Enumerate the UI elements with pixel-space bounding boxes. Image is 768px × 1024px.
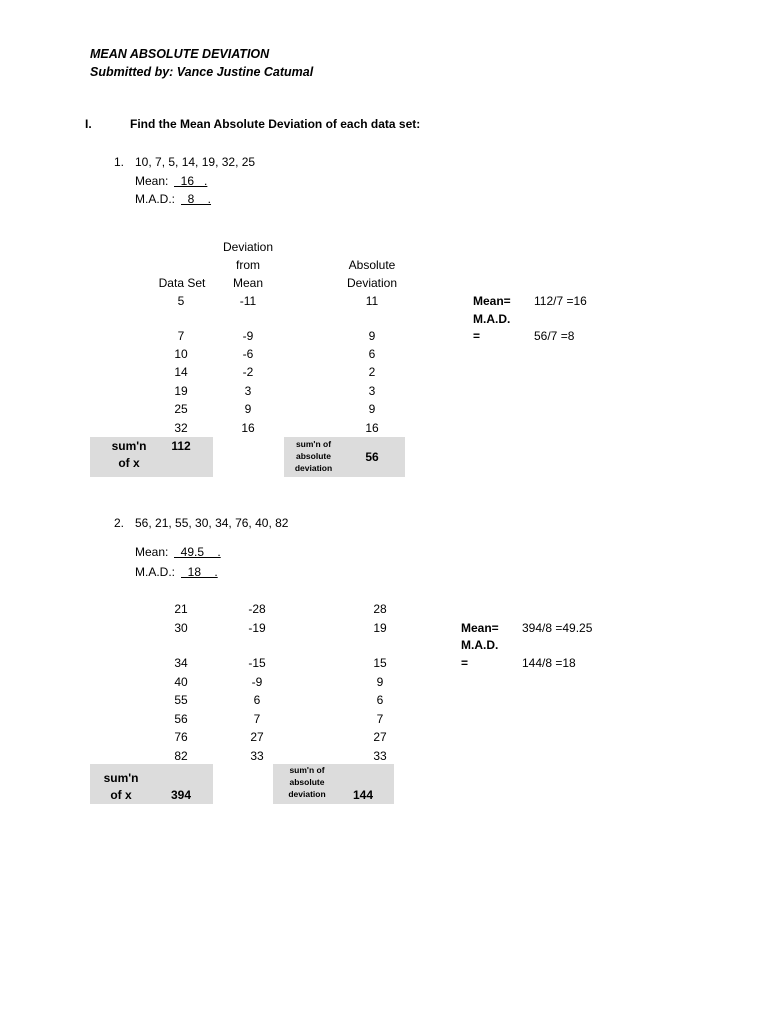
p2-sum-abs-value: 144 [352,788,374,802]
p1-side-mad-label-l2: = [473,329,481,343]
p2-side-mad-label-l1: M.A.D. [461,638,499,652]
document-title: MEAN ABSOLUTE DEVIATION [90,47,270,61]
p1-row-x: 10 [174,347,188,361]
header-deviation-l2: from [236,258,260,272]
problem1-mean-value: 16 . [174,174,208,188]
p1-row-x: 19 [174,384,188,398]
problem2-mad-value: 18 . [181,565,218,579]
p2-row-abs: 6 [376,693,384,707]
submitted-by: Submitted by: Vance Justine Catumal [90,65,314,79]
p1-row-dev: -2 [242,365,254,379]
section-instruction: Find the Mean Absolute Deviation of each data set: [130,117,421,131]
header-data-set: Data Set [158,276,206,290]
header-deviation-l3: Mean [232,276,264,290]
section-roman: I. [85,117,92,131]
problem1-mad-value: 8 . [181,192,212,206]
p2-row-abs: 27 [373,730,387,744]
problem2-data: 56, 21, 55, 30, 34, 76, 40, 82 [135,516,289,530]
p2-row-dev: -15 [248,656,266,670]
p1-row-dev: 3 [244,384,252,398]
p1-sum-abs-value: 56 [365,450,379,464]
p2-row-abs: 7 [376,712,384,726]
p1-row-dev: -6 [242,347,254,361]
problem2-mean-value: 49.5 . [174,545,221,559]
p2-row-abs: 15 [373,656,387,670]
p2-side-mad-calc: 144/8 =18 [522,656,576,670]
p2-row-dev: 27 [250,730,264,744]
p2-row-dev: 6 [253,693,261,707]
p1-row-x: 5 [177,294,185,308]
p2-sum-x-label-l1: sum'n [103,771,139,785]
p1-row-x: 14 [174,365,188,379]
p1-row-abs: 3 [368,384,376,398]
p1-row-abs: 11 [365,294,379,308]
p1-sum-abs-label: sum'n of absolute deviation [294,439,333,473]
problem1-data: 10, 7, 5, 14, 19, 32, 25 [135,155,256,169]
p1-row-abs: 9 [368,402,376,416]
p1-row-dev: -9 [242,329,254,343]
p2-row-x: 21 [174,602,188,616]
p2-row-x: 82 [174,749,188,763]
p2-row-abs: 33 [373,749,387,763]
p2-row-x: 40 [174,675,188,689]
p1-row-x: 25 [174,402,188,416]
p1-sum-x-label-l2: of x [118,456,140,470]
problem1-mean-label: Mean: [135,174,169,188]
p2-row-x: 56 [174,712,188,726]
p1-row-x: 7 [177,329,185,343]
p1-row-abs: 9 [368,329,376,343]
p1-side-mad-calc: 56/7 =8 [534,329,575,343]
p1-row-x: 32 [174,421,188,435]
p2-row-dev: -28 [248,602,266,616]
p2-row-x: 76 [174,730,188,744]
p2-sum-x-value: 394 [170,788,192,802]
p1-row-abs: 6 [368,347,376,361]
p2-row-x: 34 [174,656,188,670]
p2-row-abs: 19 [373,621,387,635]
p2-side-mean-label: Mean= [461,621,499,635]
p1-row-abs: 16 [365,421,379,435]
p1-row-abs: 2 [368,365,376,379]
p2-row-dev: 33 [250,749,264,763]
p2-row-x: 30 [174,621,188,635]
p2-row-abs: 9 [376,675,384,689]
p2-sum-abs-label: sum'n of absolute deviation [288,765,326,799]
p1-side-mad-label-l1: M.A.D. [473,312,511,326]
p2-sum-x-label-l2: of x [110,788,132,802]
problem2-mean-label: Mean: [135,545,169,559]
p1-row-dev: 9 [244,402,252,416]
problem1-number: 1. [114,155,125,169]
problem1-mad-label: M.A.D.: [135,192,176,206]
header-absolute-l1: Absolute [348,258,396,272]
p1-sum-x-value: 112 [171,439,191,453]
problem2-mad-label: M.A.D.: [135,565,176,579]
p2-row-dev: -19 [248,621,266,635]
p2-row-x: 55 [174,693,188,707]
p2-row-dev: -9 [251,675,263,689]
problem2-number: 2. [114,516,125,530]
header-deviation-l1: Deviation [222,240,274,254]
p2-side-mad-label-l2: = [461,656,469,670]
p2-row-abs: 28 [373,602,387,616]
p1-side-mean-calc: 112/7 =16 [534,294,587,308]
p1-row-dev: 16 [241,421,255,435]
header-absolute-l2: Deviation [346,276,398,290]
p2-row-dev: 7 [253,712,261,726]
p1-row-dev: -11 [239,294,257,308]
p2-side-mean-calc: 394/8 =49.25 [522,621,593,635]
p1-side-mean-label: Mean= [473,294,511,308]
p1-sum-x-label-l1: sum'n [111,439,147,453]
